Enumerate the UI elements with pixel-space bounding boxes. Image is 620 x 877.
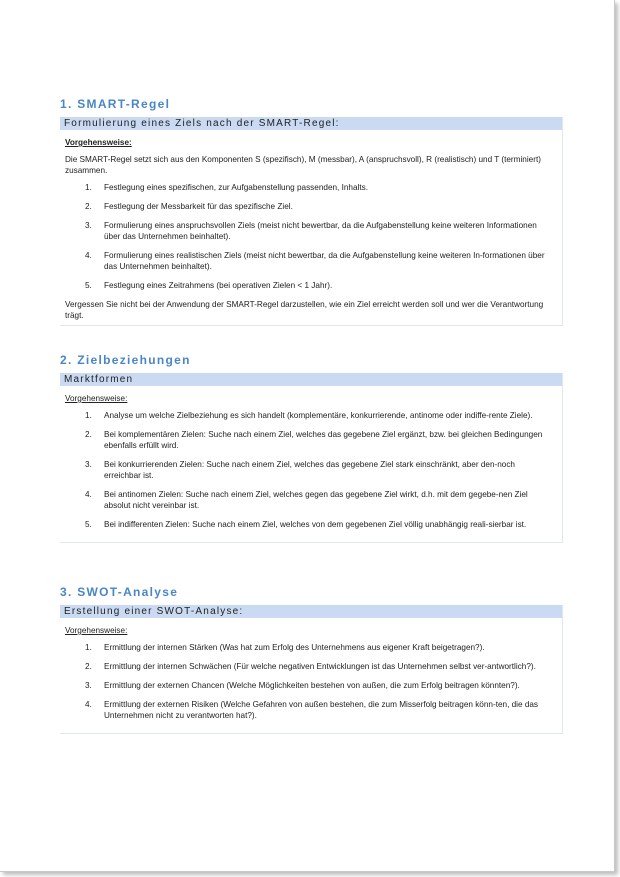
list-item: 5. Festlegung eines Zeitrahmens (bei operativen Zielen < 1 Jahr). xyxy=(85,281,333,290)
list-item: 3. Formulierung eines anspruchsvollen Ziels (meist nicht bewertbar, da die Aufgabenstellung keine weiteren Informationen über das Unternehmen beinhaltet). xyxy=(85,221,537,241)
section-title: 1. SMART-Regel xyxy=(60,97,171,111)
section-title: 3. SWOT-Analyse xyxy=(60,585,179,599)
steps-list xyxy=(60,642,562,721)
list-item: 2. Bei komplementären Zielen: Suche nach einem Ziel, welches das gegebene Ziel ergänzt, bzw. bei gleichen Bedingungen ebenfalls erfüllt wird. xyxy=(85,430,543,450)
steps-list xyxy=(60,182,562,291)
list-item: 4. Formulierung eines realistischen Ziels (meist nicht bewertbar, da die Aufgabenstellung keine weiteren In-formationen über das Unternehmen beinhaltet). xyxy=(85,251,545,271)
list-item: 3. Bei konkurrierenden Zielen: Suche nach einem Ziel, welches das gegebene Ziel stark einschränkt, aber den-noch erreichbar ist. xyxy=(85,460,515,480)
section-title: 2. Zielbeziehungen xyxy=(60,353,191,367)
list-item: 3. Ermittlung der externen Chancen (Welche Möglichkeiten bestehen von außen, die zum Erfolg beitragen könnten?). xyxy=(85,681,520,690)
list-item: 5. Bei indifferenten Zielen: Suche nach einem Ziel, welches von dem gegebenen Ziel völlig unabhängig reali-sierbar ist. xyxy=(85,520,527,529)
list-item: 1. Ermittlung der internen Stärken (Was hat zum Erfolg des Unternehmens aus eigener Kraft beigetragen?). xyxy=(85,643,485,652)
section-subheading-bar: Erstellung einer SWOT-Analyse: xyxy=(60,605,562,618)
section-smart-regel xyxy=(60,96,563,326)
list-item: 1. Analyse um welche Zielbeziehung es sich handelt (komplementäre, konkurrierende, antinome oder indiffe-rente Ziele). xyxy=(85,411,533,420)
list-item: 1. Festlegung eines spezifischen, zur Aufgabenstellung passenden, Inhalts. xyxy=(85,183,368,192)
procedure-label: Vorgehensweise: xyxy=(65,626,128,635)
procedure-label: Vorgehensweise: xyxy=(65,138,132,147)
section-box xyxy=(60,373,563,543)
list-item: 2. Ermittlung der internen Schwächen (Für welche negativen Entwicklungen ist das Unternehmen selbst ver-antwortlich?). xyxy=(85,662,536,671)
procedure-label: Vorgehensweise: xyxy=(65,394,128,403)
section-box xyxy=(60,605,563,734)
outro-paragraph: Vergessen Sie nicht bei der Anwendung der SMART-Regel darzustellen, wie ein Ziel erreicht werden soll und wer die Verantwortung trägt. xyxy=(65,300,544,320)
list-item: 4. Ermittlung der externen Risiken (Welche Gefahren von außen bestehen, die zum Misserfolg beitragen könn-ten, die das Unternehmen nicht zu verantworten hat?). xyxy=(85,700,539,720)
section-zielbeziehungen xyxy=(60,352,563,543)
section-swot-analyse xyxy=(60,584,563,734)
section-box xyxy=(60,117,563,326)
steps-list xyxy=(60,410,562,530)
intro-paragraph: Die SMART-Regel setzt sich aus den Komponenten S (spezifisch), M (messbar), A (anspruchsvoll), R (realistisch) und T (terminiert) zusammen. xyxy=(65,155,541,175)
list-item: 4. Bei antinomen Zielen: Suche nach einem Ziel, welches gegen das gegebene Ziel wirkt, d.h. mit dem gegebe-nen Ziel absolut nicht vereinbar ist. xyxy=(85,490,528,510)
list-item: 2. Festlegung der Messbarkeit für das spezifische Ziel. xyxy=(85,202,293,211)
section-subheading-bar: Formulierung eines Ziels nach der SMART-Regel: xyxy=(60,117,562,130)
section-subheading-bar: Marktformen xyxy=(60,373,562,386)
